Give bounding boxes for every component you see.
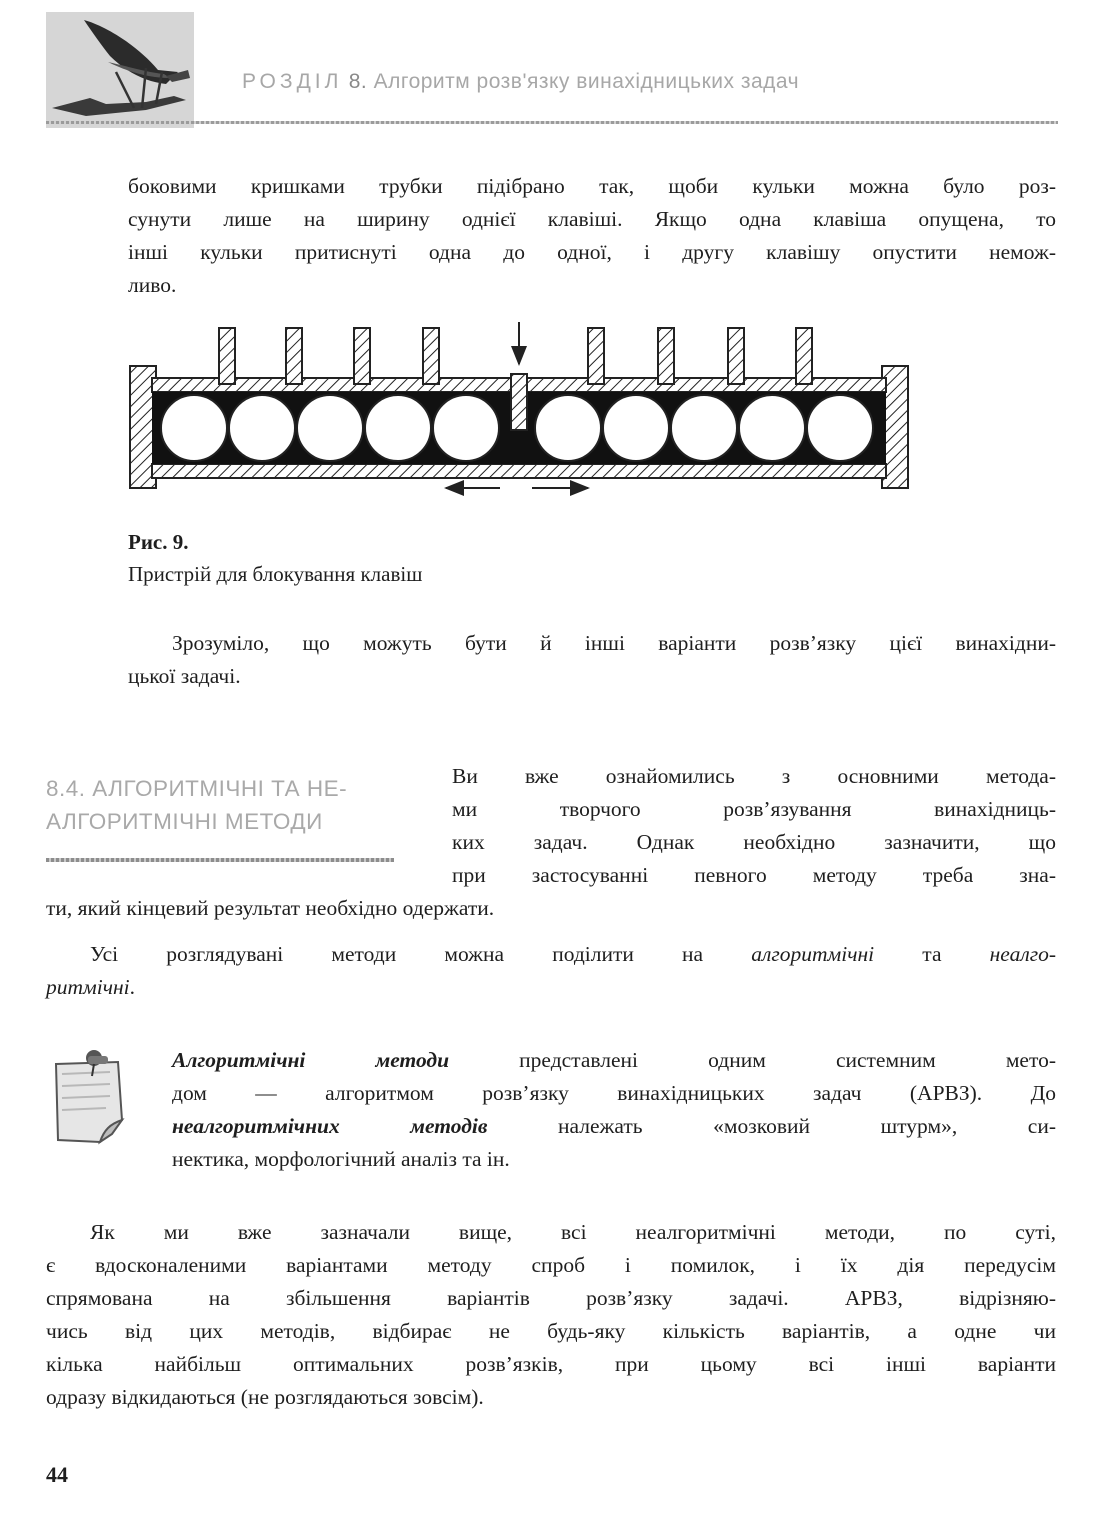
- ornithopter-logo: [46, 12, 194, 128]
- section-rule: [46, 858, 394, 862]
- key-blocking-device-figure: [128, 318, 910, 496]
- term-nonalgorithmic: неалго-: [989, 942, 1056, 966]
- text-line: є вдосконаленими варіантами методу спроб і помилок, і їх дія передусім: [46, 1253, 1056, 1277]
- text-line: інші кульки притиснуті одна до одної, і другу клавішу опустити немож-: [128, 240, 1056, 264]
- section-heading: [46, 772, 396, 838]
- figure-caption: Пристрій для блокування клавіш: [128, 562, 423, 586]
- paragraph-intro: [452, 760, 1056, 892]
- text-line: ких задач. Однак необхідно зазначити, що: [452, 830, 1056, 854]
- text-span: та: [874, 942, 990, 966]
- paragraph-top: [128, 170, 1056, 302]
- section-number: 8.: [348, 70, 368, 93]
- text-line: ти, який кінцевий результат необхідно одержати.: [46, 896, 495, 920]
- note-pin-icon: [48, 1044, 140, 1146]
- heading-line: 8.4. АЛГОРИТМІЧНІ ТА НЕ-: [46, 776, 348, 801]
- text-line: [46, 971, 1056, 1004]
- text-line: [172, 1110, 1056, 1143]
- section-word: РОЗДІЛ: [242, 70, 343, 93]
- text-line: Як ми вже зазначали вище, всі неалгоритмічні методи, по суті,: [90, 1220, 1056, 1244]
- running-header: [242, 70, 799, 94]
- text-line: нектика, морфологічний аналіз та ін.: [172, 1147, 510, 1171]
- text-line: Ви вже ознайомились з основними метода-: [452, 764, 1056, 788]
- text-line: кілька найбільш оптимальних розв’язків, при цьому всі інші варіанти: [46, 1352, 1056, 1376]
- text-line: [172, 1044, 1056, 1077]
- term-nonalgorithmic-methods: неалгоритмічних методів: [172, 1114, 488, 1138]
- text-line: дом — алгоритмом розв’язку винахідницьких задач (АРВЗ). До: [172, 1081, 1056, 1105]
- text-line: цької задачі.: [128, 664, 241, 688]
- header-rule: [46, 121, 1058, 124]
- text-line: одразу відкидаються (не розглядаються зовсім).: [46, 1385, 484, 1409]
- paragraph-other-variants: [128, 627, 1056, 693]
- text-line: чись від цих методів, відбирає не будь-яку кількість варіантів, а одне чи: [46, 1319, 1056, 1343]
- text-span: Усі розглядувані методи можна поділити на: [90, 942, 752, 966]
- paragraph-note: [172, 1044, 1056, 1176]
- section-title: Алгоритм розв'язку винахідницьких задач: [373, 70, 800, 93]
- paragraph-methods-division: [46, 938, 1056, 1004]
- text-line: [46, 938, 1056, 971]
- page-number: 44: [46, 1462, 68, 1487]
- text-line: боковими кришками трубки підібрано так, щоби кульки можна було роз-: [128, 174, 1056, 198]
- text-line: ливо.: [128, 273, 177, 297]
- term-algorithmic: алгоритмічні: [751, 942, 875, 966]
- text-line: при застосуванні певного методу треба зна-: [452, 863, 1056, 887]
- term-algorithmic-methods: Алгоритмічні методи: [172, 1048, 450, 1072]
- paragraph-intro-continued: [46, 892, 1056, 925]
- text-span: належать «мозковий штурм», си-: [487, 1114, 1056, 1138]
- heading-line: АЛГОРИТМІЧНІ МЕТОДИ: [46, 809, 323, 834]
- text-span: представлені одним системним мето-: [449, 1048, 1056, 1072]
- text-line: Зрозуміло, що можуть бути й інші варіанти розв’язку цієї винахідни-: [172, 631, 1056, 655]
- text-span: .: [129, 975, 135, 999]
- text-line: спрямована на збільшення варіантів розв’язку задачі. АРВЗ, відрізняю-: [46, 1286, 1056, 1310]
- paragraph-arvz: [46, 1216, 1056, 1414]
- text-line: сунути лише на ширину однієї клавіші. Якщо одна клавіша опущена, то: [128, 207, 1056, 231]
- term-nonalgorithmic-cont: ритмічні: [46, 975, 130, 999]
- figure-number: Рис. 9.: [128, 530, 189, 554]
- text-line: ми творчого розв’язування винахідниць-: [452, 797, 1056, 821]
